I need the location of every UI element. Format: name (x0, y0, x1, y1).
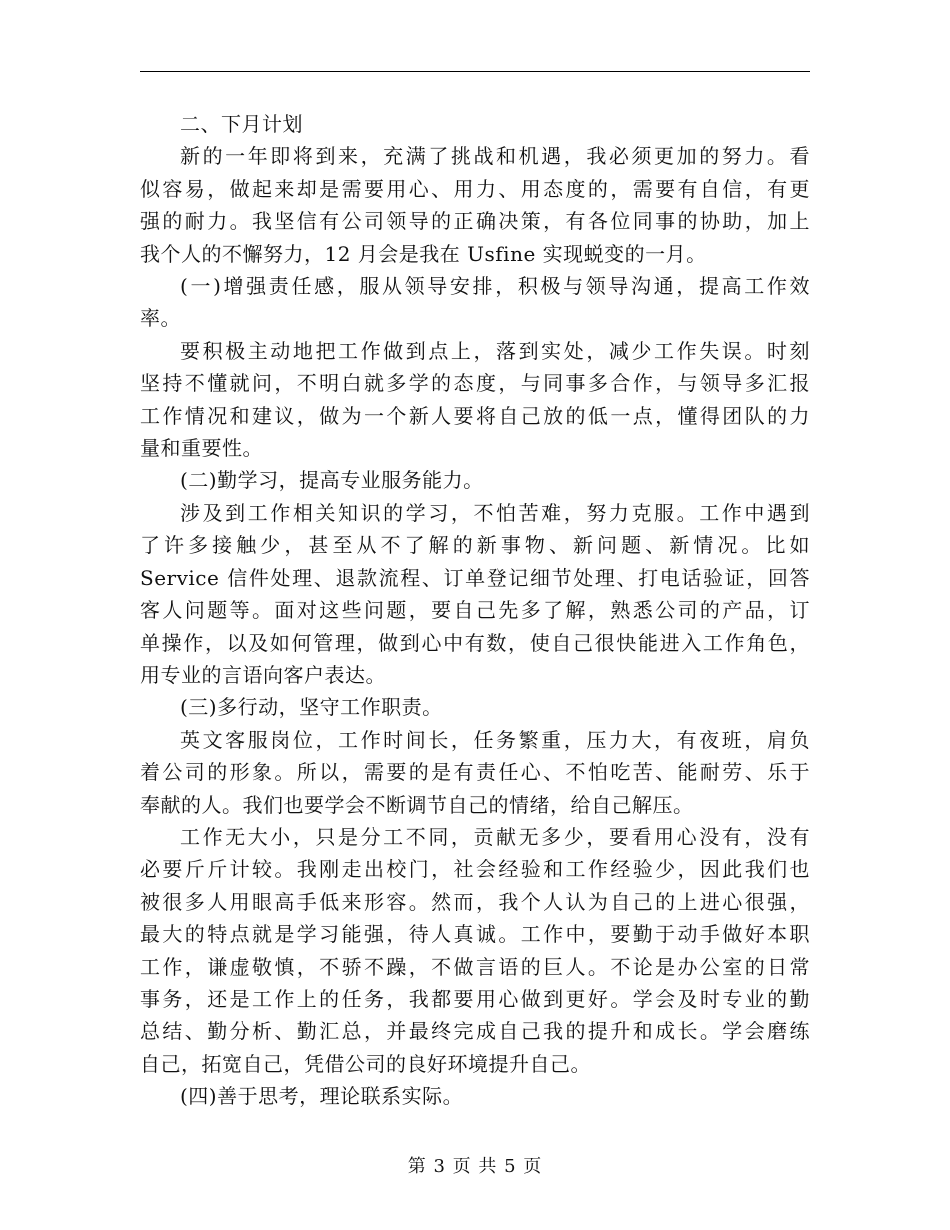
text-line: 新的一年即将到来，充满了挑战和机遇，我必须更加的努力。看 (180, 144, 810, 169)
text-line: 工作情况和建议，做为一个新人要将自己放的低一点，懂得团队的力 (140, 403, 810, 428)
text-line: 奉献的人。我们也要学会不断调节自己的情绪，给自己解压。 (140, 792, 694, 817)
text-line: 自己，拓宽自己，凭借公司的良好环境提升自己。 (140, 1051, 591, 1076)
paragraph (140, 270, 810, 335)
paragraph (140, 724, 810, 821)
paragraph (140, 821, 810, 1080)
text-line: 英文客服岗位，工作时间长，任务繁重，压力大，有夜班，肩负 (180, 727, 810, 752)
text-line: (三)多行动，坚守工作职责。 (180, 695, 443, 720)
text-line: 客人问题等。面对这些问题，要自己先多了解，熟悉公司的产品，订 (140, 598, 810, 623)
paragraph (140, 140, 810, 270)
text-line: 用专业的言语向客户表达。 (140, 662, 386, 687)
text-line: 坚持不懂就问，不明白就多学的态度，与同事多合作，与领导多汇报 (140, 371, 810, 396)
text-line: 我个人的不懈努力，12 月会是我在 Usfine 实现蜕变的一月。 (140, 241, 707, 266)
paragraph (140, 464, 810, 496)
text-line: 着公司的形象。所以，需要的是有责任心、不怕吃苦、能耐劳、乐于 (140, 760, 810, 785)
text-line: 强的耐力。我坚信有公司领导的正确决策，有各位同事的协助，加上 (140, 209, 810, 234)
text-line: 必要斤斤计较。我刚走出校门，社会经验和工作经验少，因此我们也 (140, 857, 810, 882)
text-line: 似容易，做起来却是需要用心、用力、用态度的，需要有自信，有更 (140, 176, 810, 201)
text-line: Service 信件处理、退款流程、订单登记细节处理、打电话验证，回答 (140, 565, 810, 590)
text-line: (四)善于思考，理论联系实际。 (180, 1084, 464, 1109)
page-number: 第 3 页 共 5 页 (407, 1156, 543, 1177)
text-line: 工作，谦虚敬慎，不骄不躁，不做言语的巨人。不论是办公室的日常 (140, 954, 810, 979)
text-line: (一)增强责任感，服从领导安排，积极与领导沟通，提高工作效 (180, 274, 810, 299)
text-line: 单操作，以及如何管理，做到心中有数，使自己很快能进入工作角色， (140, 630, 810, 655)
paragraph (140, 497, 810, 691)
document-body (140, 108, 810, 1113)
text-line: 最大的特点就是学习能强，待人真诚。工作中，要勤于动手做好本职 (140, 922, 810, 947)
paragraph (140, 1080, 810, 1112)
text-line: 事务，还是工作上的任务，我都要用心做到更好。学会及时专业的勤 (140, 986, 810, 1011)
text-line: 率。 (140, 306, 181, 331)
header-rule (140, 71, 810, 72)
paragraph (140, 108, 810, 140)
text-line: 了许多接触少，甚至从不了解的新事物、新问题、新情况。比如 (140, 533, 810, 558)
text-line: 二、下月计划 (180, 112, 303, 136)
text-line: (二)勤学习，提高专业服务能力。 (180, 468, 484, 493)
text-line: 被很多人用眼高手低来形容。然而，我个人认为自己的上进心很强， (140, 889, 810, 914)
paragraph (140, 691, 810, 723)
text-line: 总结、勤分析、勤汇总，并最终完成自己我的提升和成长。学会磨练 (140, 1019, 810, 1044)
text-line: 量和重要性。 (140, 436, 263, 461)
text-line: 工作无大小，只是分工不同，贡献无多少，要看用心没有，没有 (180, 824, 810, 849)
paragraph (140, 335, 810, 465)
text-line: 要积极主动地把工作做到点上，落到实处，减少工作失误。时刻 (180, 338, 810, 363)
text-line: 涉及到工作相关知识的学习，不怕苦难，努力克服。工作中遇到 (180, 500, 810, 525)
